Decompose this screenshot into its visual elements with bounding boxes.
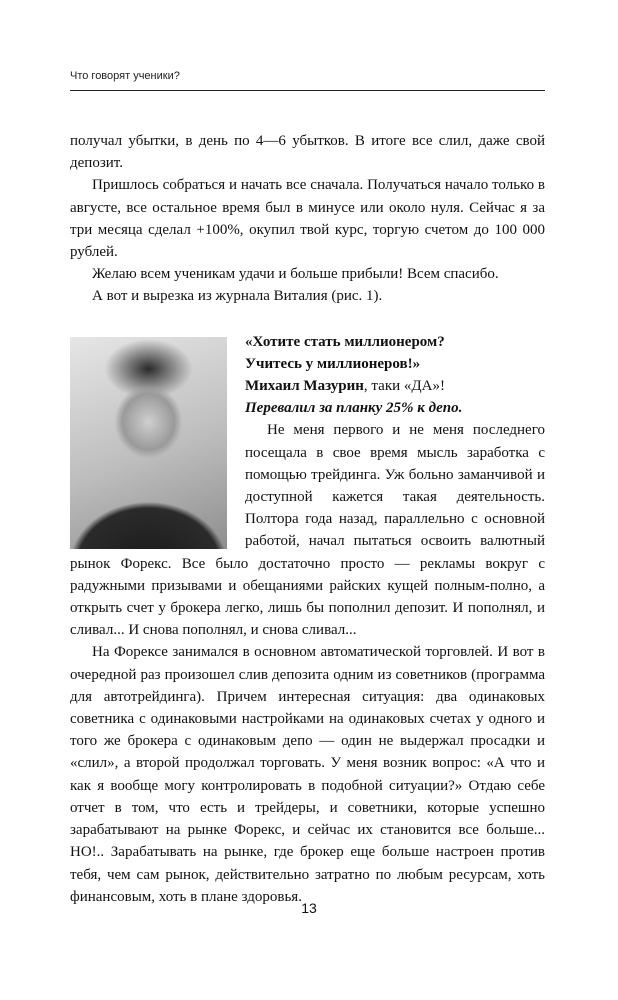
article-headline: «Хотите стать миллионером? bbox=[245, 333, 445, 350]
paragraph: Желаю всем ученикам удачи и больше прибыли! Всем спасибо. bbox=[92, 266, 499, 283]
header-rule bbox=[70, 90, 545, 91]
running-header: Что говорят ученики? bbox=[70, 70, 180, 82]
article-paragraph: На Форексе занимался в основном автоматической торговлей. И вот в очередной раз произошел слив депозита одним из советников (программа для автотрейдинга). Причем интересная ситуация: два одинаковых советника с одинаковыми настройками на одинаковых счетах у одного и того же брокера с одинаковым депо — один не выдержал просадки и «слил», а второй продолжал торговать. У меня возник вопрос: «А что и как я вообще могу контролировать в подобной ситуации?» Отдаю себе отчет в том, что есть и трейдеры, и советники, которые успешно зарабатывают на рынке Форекс, и сейчас их становится все больше... НО!.. Зарабатывать на рынке, где брокер еще больше настроен против тебя, чем сам рынок, действительно затратно по любым ресурсам, хоть финансовым, хоть в плане здоровья. bbox=[70, 644, 545, 905]
magazine-clipping bbox=[70, 331, 545, 908]
author-name: Михаил Мазурин bbox=[245, 378, 364, 395]
paragraph: получал убытки, в день по 4—6 убытков. В итоге все слил, даже свой депозит. bbox=[70, 133, 545, 172]
article-paragraph: Не меня первого и не меня последнего посещала в свое время мысль заработка с помощью трейдинга. Уж больно заманчивой и доступной кажется такая деятельность. Полтора года назад, параллельно с основной работой, начал пытаться освоить валютный рынок Форекс. Все было достаточно просто — рекламы вокруг с радужными призывами и обещаниями райских кущей полным-полно, а открыть счет у брокера легко, лишь бы пополнил депозит. И пополнял, и сливал... И снова пополнял, и снова сливал... bbox=[70, 422, 545, 639]
author-photo bbox=[70, 337, 227, 549]
article-subtitle: Перевалил за планку 25% к депо. bbox=[245, 400, 463, 417]
article-headline: Учитесь у миллионеров!» bbox=[245, 355, 421, 372]
page-number: 13 bbox=[301, 900, 317, 916]
page-body bbox=[70, 130, 545, 908]
paragraph: Пришлось собраться и начать все сначала. Получаться начало только в августе, все остальное время был в минусе или около нуля. Сейчас я за три месяца сделал +100%, окупил твой курс, торгую счетом до 100 000 рублей. bbox=[70, 177, 545, 261]
paragraph: А вот и вырезка из журнала Виталия (рис. 1). bbox=[92, 288, 383, 305]
byline-suffix: , таки «ДА»! bbox=[363, 378, 445, 395]
